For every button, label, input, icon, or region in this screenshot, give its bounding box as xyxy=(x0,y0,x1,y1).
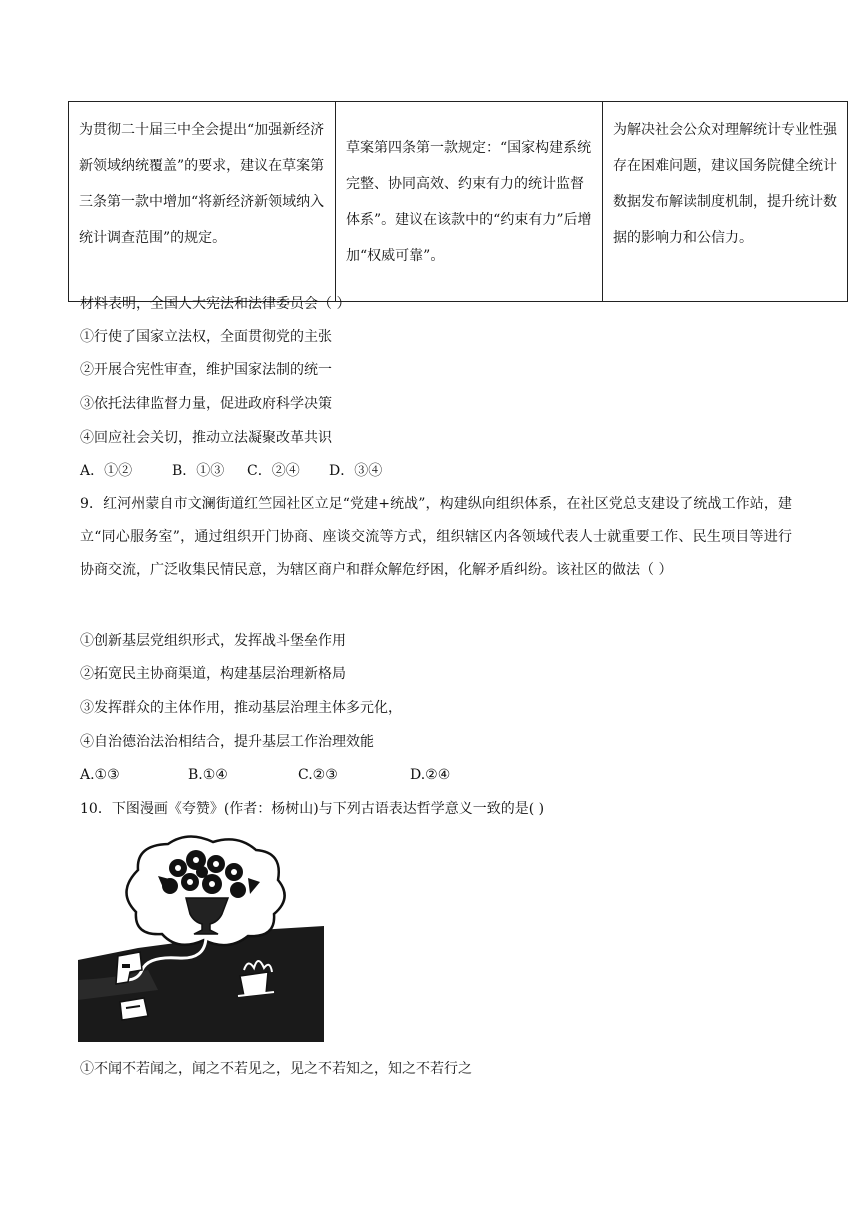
q9-item: ④自治德治法治相结合，提升基层工作治理效能 xyxy=(80,734,374,750)
option-c: C．②④ xyxy=(247,463,300,479)
option-c: C.②③ xyxy=(298,767,338,783)
option-a: A.①③ xyxy=(80,767,120,783)
q9-item: ①创新基层党组织形式，发挥战斗堡垒作用 xyxy=(80,633,346,649)
q9-item: ③发挥群众的主体作用，推动基层治理主体多元化， xyxy=(80,700,402,716)
option-b: B．①③ xyxy=(172,463,225,479)
table-cell: 为解决社会公众对理解统计专业性强存在困难问题，建议国务院健全统计数据发布解读制度机制，提升统计数据的影响力和公信力。 xyxy=(603,102,848,302)
option-a: A．①② xyxy=(80,463,133,479)
q10-stem: 10．下图漫画《夸赞》(作者：杨树山)与下列古语表达哲学意义一致的是( ) xyxy=(80,801,545,817)
q9-stem: 9．红河州蒙自市文澜街道红竺园社区立足“党建+统战”，构建纵向组织体系，在社区党总支建设了统战工作站，建立“同心服务室”，通过组织开门协商、座谈交流等方式，组织辖区内各领域代表人士就重要工作、民生项目等进行协商交流，广泛收集民情民意，为辖区商户和群众解危纾困，化解矛盾纠纷。该社区的做法（ ） xyxy=(80,496,792,578)
q8-item: ②开展合宪性审查，维护国家法制的统一 xyxy=(80,362,332,378)
q8-options xyxy=(80,461,382,481)
q9-item: ②拓宽民主协商渠道，构建基层治理新格局 xyxy=(80,666,346,682)
q8-item: ①行使了国家立法权，全面贯彻党的主张 xyxy=(80,329,332,345)
option-d: D.②④ xyxy=(410,767,451,783)
q9-options xyxy=(80,765,450,785)
suggestion-table xyxy=(68,101,848,302)
q8-item: ④回应社会关切，推动立法凝聚改革共识 xyxy=(80,430,332,446)
option-b: B.①④ xyxy=(188,767,228,783)
q8-item: ③依托法律监督力量，促进政府科学决策 xyxy=(80,396,332,412)
option-d: D．③④ xyxy=(329,463,383,479)
table-cell: 为贯彻二十届三中全会提出“加强新经济新领域纳统覆盖”的要求，建议在草案第三条第一款中增加“将新经济新领域纳入统计调查范围”的规定。 xyxy=(69,102,336,302)
cartoon-image xyxy=(78,830,324,1042)
q10-item: ①不闻不若闻之，闻之不若见之，见之不若知之，知之不若行之 xyxy=(80,1061,472,1077)
table-row xyxy=(69,102,848,302)
q8-stem: 材料表明，全国人大宪法和法律委员会（ ） xyxy=(80,296,351,312)
table-cell: 草案第四条第一款规定：“国家构建系统完整、协同高效、约束有力的统计监督体系”。建议在该款中的“约束有力”后增加“权威可靠”。 xyxy=(336,102,603,302)
